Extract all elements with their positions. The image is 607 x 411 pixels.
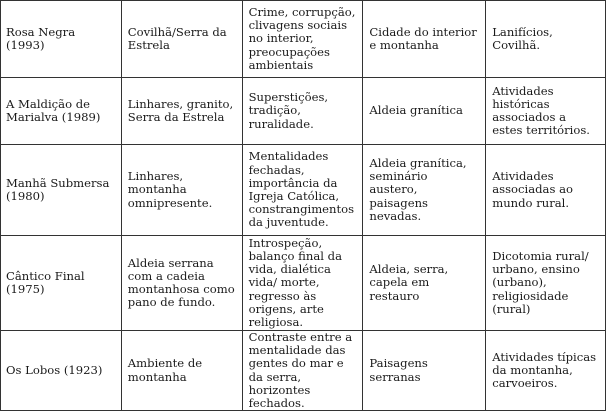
table-row [1,145,606,236]
cell-activities: Atividades históricas associados a estes territórios. [486,78,606,145]
cell-title: Rosa Negra (1993) [1,1,122,78]
cell-activities: Lanifícios, Covilhã. [486,1,606,78]
cell-setting: Cidade do interior e montanha [363,1,486,78]
cell-title: Cântico Final (1975) [1,236,122,331]
cell-themes: Mentalidades fechadas, importância da Igreja Católica, constrangimentos da juventude. [242,145,363,236]
cell-themes: Contraste entre a mentalidade das gentes do mar e da serra, horizontes fechados. [242,331,363,411]
cell-activities: Atividades típicas da montanha, carvoeiros. [486,331,606,411]
cell-title: Os Lobos (1923) [1,331,122,411]
cell-place: Linhares, montanha omnipresente. [121,145,242,236]
cell-themes: Introspeção, balanço final da vida, dialética vida/ morte, regresso às origens, arte religiosa. [242,236,363,331]
cell-themes: Crime, corrupção, clivagens sociais no interior, preocupações ambientais [242,1,363,78]
cell-setting: Aldeia granítica, seminário austero, paisagens nevadas. [363,145,486,236]
cell-title: A Maldição de Marialva (1989) [1,78,122,145]
cell-place: Aldeia serrana com a cadeia montanhosa como pano de fundo. [121,236,242,331]
cell-setting: Paisagens serranas [363,331,486,411]
cell-setting: Aldeia granítica [363,78,486,145]
cell-setting: Aldeia, serra, capela em restauro [363,236,486,331]
cell-title: Manhã Submersa (1980) [1,145,122,236]
table-row [1,78,606,145]
cell-place: Linhares, granito, Serra da Estrela [121,78,242,145]
table-row [1,331,606,411]
cell-activities: Atividades associadas ao mundo rural. [486,145,606,236]
cell-place: Ambiente de montanha [121,331,242,411]
cell-themes: Superstições, tradição, ruralidade. [242,78,363,145]
cell-activities: Dicotomia rural/ urbano, ensino (urbano), religiosidade (rural) [486,236,606,331]
cell-place: Covilhã/Serra da Estrela [121,1,242,78]
table-row [1,236,606,331]
table-row [1,1,606,78]
